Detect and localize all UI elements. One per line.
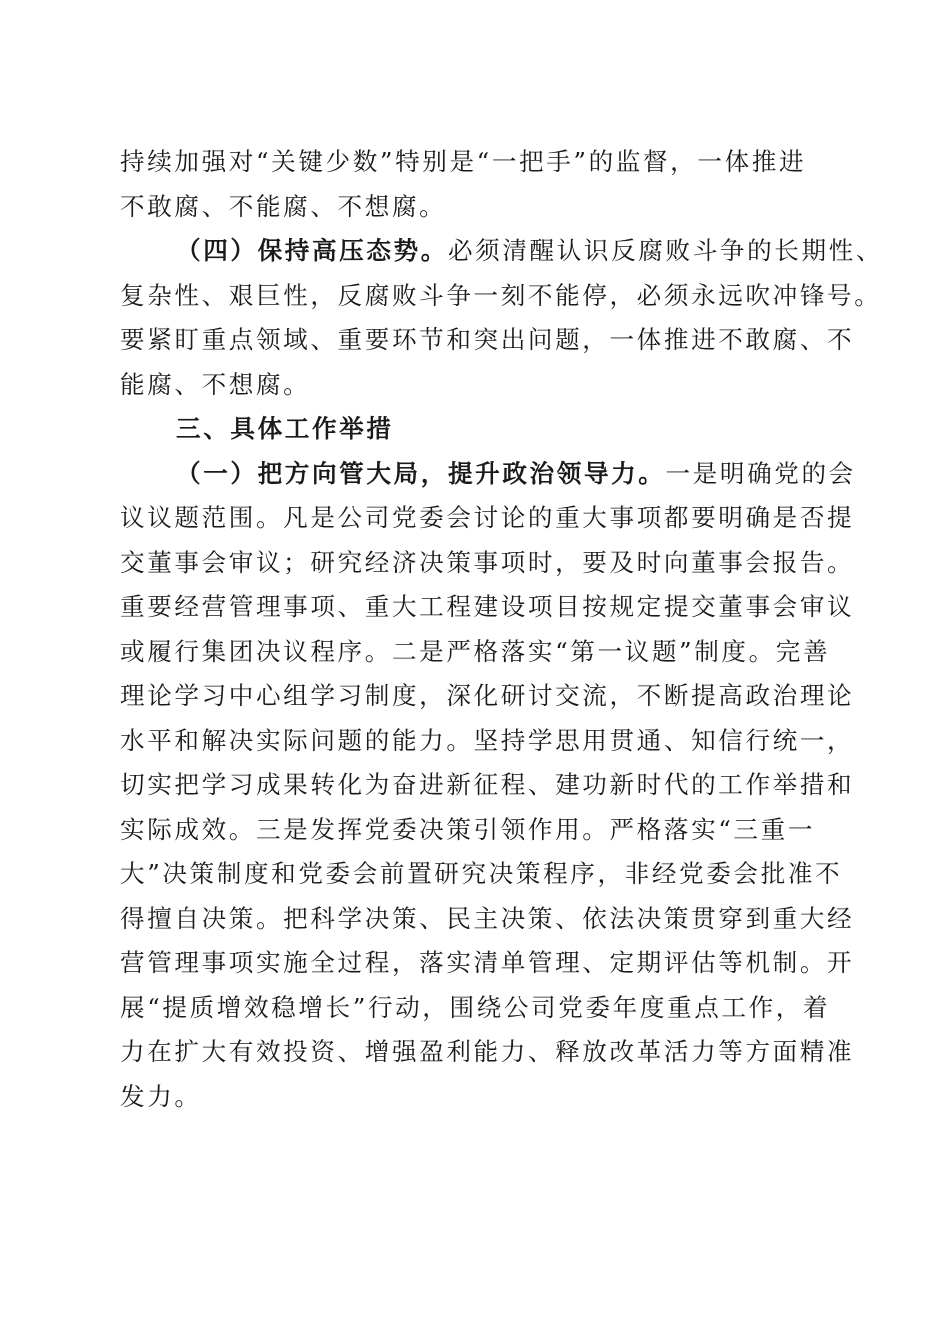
body-line: 或履行集团决议程序。二是严格落实“第一议题”制度。完善: [120, 636, 831, 666]
body-line: 力在扩大有效投资、增强盈利能力、释放改革活力等方面精准: [120, 1037, 855, 1066]
subsection-one-title: （一）把方向管大局，提升政治领导力。: [176, 458, 666, 488]
subsection-one-line: [120, 452, 856, 497]
section-four-text: 必须清醒认识反腐败斗争的长期性、: [447, 236, 884, 265]
body-line: 交董事会审议；研究经济决策事项时，要及时向董事会报告。: [120, 547, 855, 577]
body-line: 发力。: [120, 1081, 202, 1111]
body-line: 大”决策制度和党委会前置研究决策程序，非经党委会批准不: [120, 859, 843, 888]
document-body: [120, 140, 884, 1119]
body-line: 水平和解决实际问题的能力。坚持学思用贯通、知信行统一，: [120, 725, 855, 755]
body-line: 要紧盯重点领域、重要环节和突出问题，一体推进不敢腐、不: [120, 325, 855, 354]
body-line: 复杂性、艰巨性，反腐败斗争一刻不能停，必须永远吹冲锋号。: [120, 280, 882, 310]
body-line: 理论学习中心组学习制度，深化研讨交流，不断提高政治理论: [120, 681, 855, 710]
body-line: 重要经营管理事项、重大工程建设项目按规定提交董事会审议: [120, 592, 855, 621]
section-four-title: （四）保持高压态势。: [176, 236, 448, 265]
body-line: 能腐、不想腐。: [120, 369, 311, 399]
section-four-line: [120, 229, 884, 274]
body-line: 得擅自决策。把科学决策、民主决策、依法决策贯穿到重大经: [120, 903, 855, 933]
body-line: 营管理事项实施全过程，落实清单管理、定期评估等机制。开: [120, 948, 855, 977]
body-line: 实际成效。三是发挥党委决策引领作用。严格落实“三重一: [120, 814, 816, 844]
subsection-one-text: 一是明确党的会: [665, 458, 856, 488]
section-heading-three: 三、具体工作举措: [176, 414, 394, 443]
body-line: 议议题范围。凡是公司党委会讨论的重大事项都要明确是否提: [120, 503, 855, 532]
body-line: 切实把学习成果转化为奋进新征程、建功新时代的工作举措和: [120, 770, 855, 799]
body-line: 持续加强对“关键少数”特别是“一把手”的监督，一体推进: [120, 147, 807, 176]
body-line: 不敢腐、不能腐、不想腐。: [120, 191, 447, 221]
body-line: 展“提质增效稳增长”行动，围绕公司党委年度重点工作，着: [120, 992, 831, 1022]
